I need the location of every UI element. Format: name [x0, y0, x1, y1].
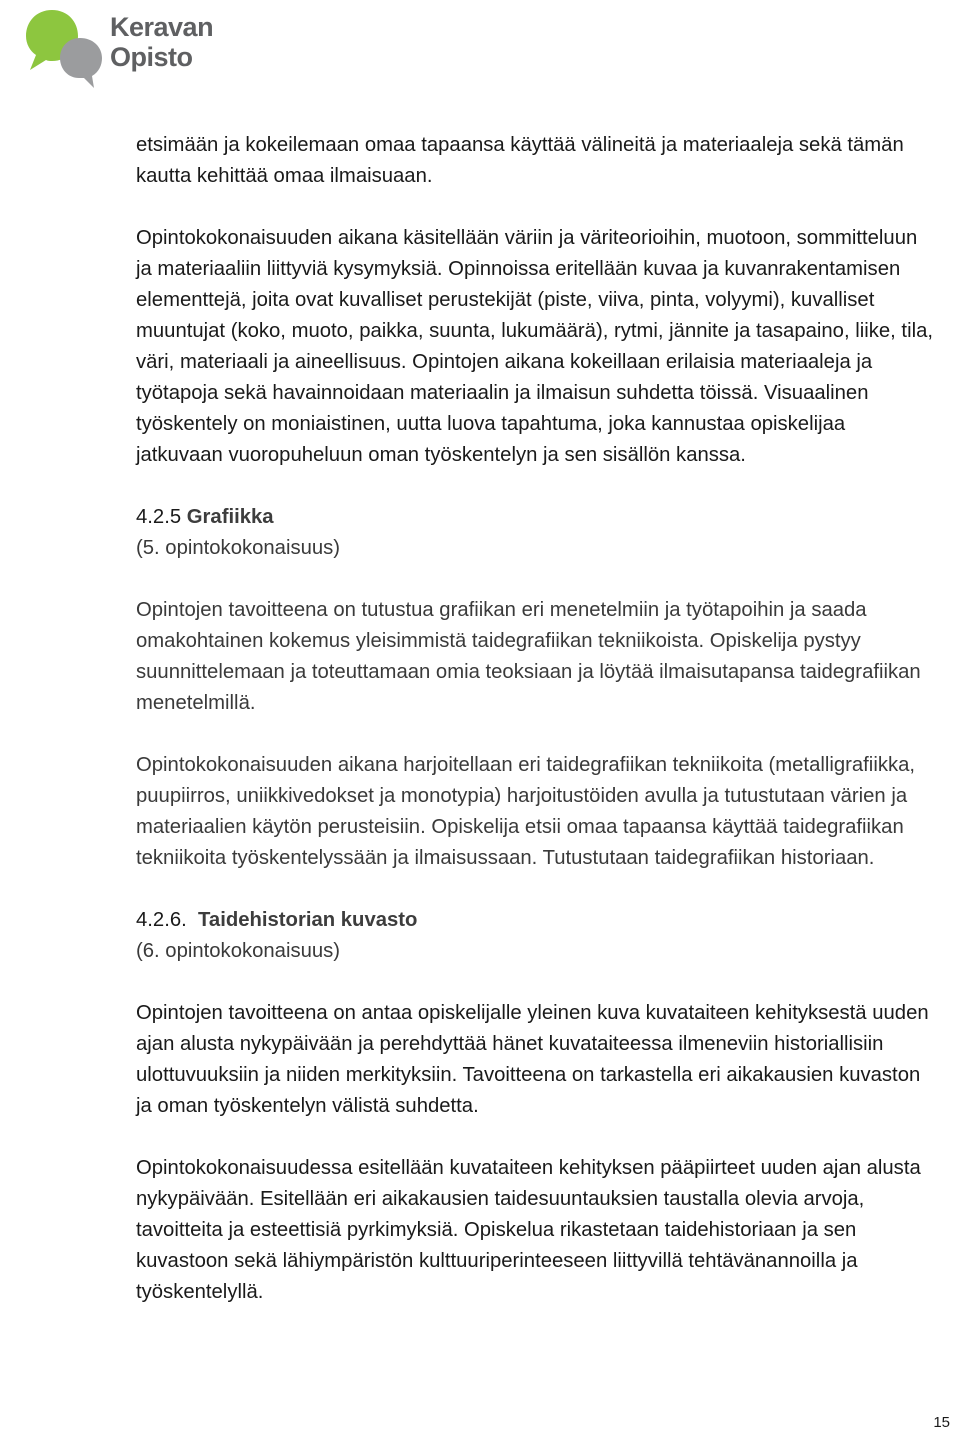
paragraph-taidehistoria-goals: Opintojen tavoitteena on antaa opiskelijalle yleinen kuva kuvataiteen kehityksestä uuden ajan alusta nykypäivään ja perehdyttää hänet kuvataiteessa ilmeneviin historiallisiin ulottuvuuksiin ja niiden merkityksiin. Tavoitteena on tarkastella eri aikakausien kuvaston ja oman työskentelyn välistä suhdetta. [136, 1002, 929, 1117]
paragraph-intro-end: etsimään ja kokeilemaan omaa tapaansa käyttää välineitä ja materiaaleja sekä tämän kautta kehittää omaa ilmaisuaan. [136, 134, 904, 187]
paragraph-color-theory: Opintokokonaisuuden aikana käsitellään väriin ja väriteorioihin, muotoon, sommitteluun ja materiaaliin liittyviä kysymyksiä. Opinnoissa eritellään kuvaa ja kuvanrakentamisen elementtejä, joita ovat kuvalliset perustekijät (piste, viiva, pinta, volyymi), kuvalliset muuntujat (koko, muoto, paikka, suunta, lukumäärä), rytmi, jännite ja tasapaino, liike, tila, väri, materiaali ja aineellisuus. Opintojen aikana kokeillaan erilaisia materiaaleja ja työtapoja sekä havainnoidaan materiaalin ja ilmaisun suhdetta töissä. Visuaalinen työskentely on moniaistinen, uutta luova tapahtuma, joka kannustaa opiskelijaa jatkuvaan vuoropuheluun oman työskentelyn ja sen sisällön kanssa. [136, 227, 933, 466]
paragraph-grafiikka-goals: Opintojen tavoitteena on tutustua grafiikan eri menetelmiin ja työtapoihin ja saada omakohtainen kokemus yleisimmistä taidegrafiikan tekniikoista. Opiskelija pystyy suunnittelemaan ja toteuttamaan omia teoksiaan ja löytää ilmaisutapansa taidegrafiikan menetelmillä. [136, 599, 921, 714]
paragraph-grafiikka-content: Opintokokonaisuuden aikana harjoitellaan eri taidegrafiikan tekniikoita (metalligrafiikka, puupiirros, uniikkivedokset ja monotypia) harjoitustöiden avulla ja tutustutaan värien ja materiaalien käytön perusteisiin. Opiskelija etsii omaa tapaansa käyttää taidegrafiikan tekniikoita työskentelyssään ja ilmaisussaan. Tutustutaan taidegrafiikan historiaan. [136, 754, 916, 869]
section-subtitle: (5. opintokokonaisuus) [136, 537, 341, 559]
section-title: Grafiikka [186, 506, 274, 528]
document-body [136, 130, 936, 1339]
section-number: 4.2.6. [136, 909, 187, 931]
keravan-opisto-logo [22, 8, 214, 90]
speech-bubbles-icon [22, 8, 112, 88]
logo-text-line2: Opisto [110, 42, 193, 72]
section-title: Taidehistorian kuvasto [198, 909, 418, 931]
paragraph-taidehistoria-content: Opintokokonaisuudessa esitellään kuvataiteen kehityksen pääpiirteet uuden ajan alusta nykypäivään. Esitellään eri aikakausien taidesuuntauksien taustalla olevia arvoja, tavoitteita ja esteettisiä pyrkimyksiä. Opiskelua rikastetaan taidehistoriaan ja sen kuvastoon sekä lähiympäristön kulttuuriperinteeseen liittyvillä tehtävänannoilla ja työskentelyllä. [136, 1157, 921, 1303]
section-subtitle: (6. opintokokonaisuus) [136, 940, 341, 962]
section-number: 4.2.5 [136, 506, 182, 528]
page-number: 15 [933, 1414, 950, 1431]
logo-text-line1: Keravan [110, 12, 214, 42]
section-heading-taidehistoria [136, 905, 936, 936]
section-heading-grafiikka [136, 502, 936, 533]
